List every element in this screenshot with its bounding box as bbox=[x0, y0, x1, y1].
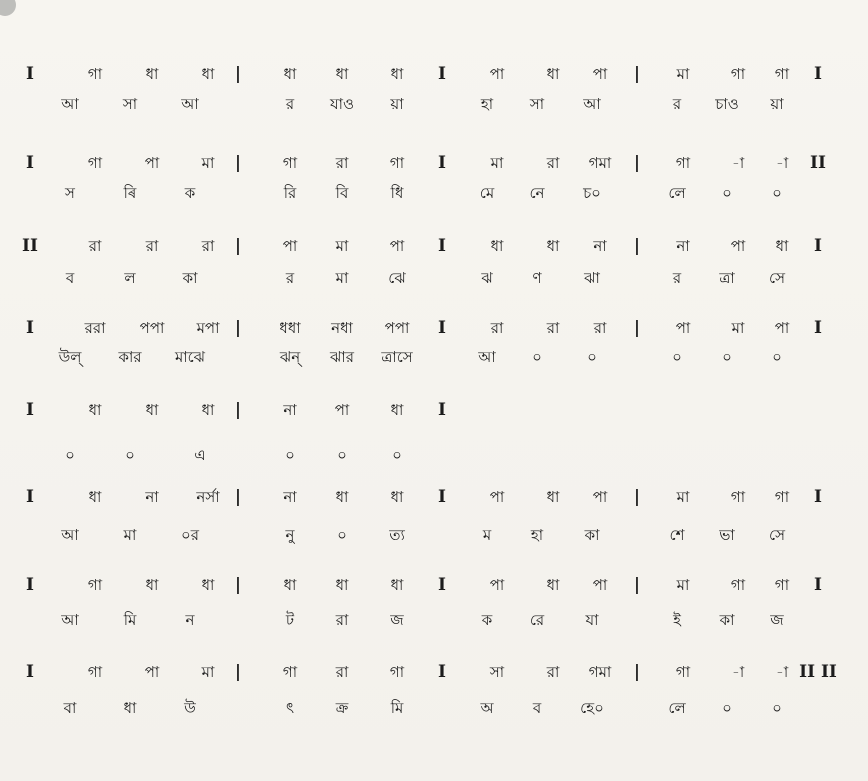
swara-note: গা bbox=[282, 663, 298, 681]
lyric-syllable: হা bbox=[480, 95, 494, 113]
swara-line bbox=[0, 150, 868, 176]
lyric-syllable: ০ bbox=[392, 446, 402, 464]
bar-line-marker: I bbox=[438, 662, 446, 682]
lyric-syllable: ০ bbox=[337, 446, 347, 464]
lyric-syllable: ধা bbox=[123, 699, 137, 717]
swara-line bbox=[0, 315, 868, 341]
lyric-syllable: রা bbox=[335, 611, 349, 629]
lyric-syllable: মাঝে bbox=[174, 348, 206, 366]
lyric-syllable: আ bbox=[61, 95, 79, 113]
lyric-line bbox=[0, 91, 868, 117]
swara-note: -া bbox=[775, 154, 789, 172]
swara-note: গা bbox=[730, 65, 746, 83]
lyric-syllable: আ bbox=[583, 95, 601, 113]
lyric-syllable: ত্রা bbox=[719, 269, 735, 287]
lyric-syllable: য়া bbox=[390, 95, 404, 113]
swara-note: গা bbox=[774, 65, 790, 83]
lyric-syllable: সা bbox=[529, 95, 545, 113]
swara-note: পপা bbox=[384, 319, 410, 337]
swara-note: -া bbox=[775, 663, 789, 681]
lyric-syllable: যাও bbox=[329, 95, 355, 113]
lyric-syllable: ক bbox=[481, 611, 493, 629]
bar-line-marker: | bbox=[633, 575, 641, 595]
swara-note: ধা bbox=[390, 488, 404, 506]
bar-line-marker: II bbox=[810, 153, 826, 173]
lyric-syllable: আ bbox=[61, 526, 79, 544]
swara-note: রা bbox=[145, 237, 159, 255]
bar-line-marker: | bbox=[234, 487, 242, 507]
swara-note: গা bbox=[87, 576, 103, 594]
lyric-syllable: কা bbox=[182, 269, 198, 287]
lyric-syllable: ০ bbox=[722, 699, 732, 717]
lyric-syllable: ই bbox=[673, 611, 681, 629]
swara-note: ধধা bbox=[279, 319, 301, 337]
bar-line-marker: | bbox=[633, 487, 641, 507]
lyric-syllable: ণ bbox=[532, 269, 542, 287]
lyric-syllable: ০ bbox=[337, 526, 347, 544]
swara-note: গা bbox=[675, 154, 691, 172]
swara-note: ধা bbox=[490, 237, 504, 255]
lyric-syllable: শে bbox=[669, 526, 685, 544]
bar-line-marker: I bbox=[438, 64, 446, 84]
lyric-syllable: বি bbox=[335, 184, 349, 202]
swara-note: ধা bbox=[283, 65, 297, 83]
lyric-syllable: ০ bbox=[722, 348, 732, 366]
swara-note: গা bbox=[282, 154, 298, 172]
lyric-syllable: ট bbox=[285, 611, 295, 629]
lyric-syllable: রি bbox=[283, 184, 297, 202]
swara-note: মা bbox=[201, 663, 215, 681]
lyric-syllable: ঝন্ bbox=[279, 348, 301, 366]
swara-note: রা bbox=[335, 663, 349, 681]
swara-note: মা bbox=[676, 576, 690, 594]
lyric-line bbox=[0, 265, 868, 291]
swara-note: ধা bbox=[390, 576, 404, 594]
bar-line-marker: I bbox=[26, 318, 34, 338]
lyric-syllable: ০ bbox=[65, 446, 75, 464]
lyric-syllable: মে bbox=[479, 184, 495, 202]
lyric-syllable: হে০ bbox=[580, 699, 604, 717]
bar-line-marker: I bbox=[814, 236, 822, 256]
swara-note: -া bbox=[731, 663, 745, 681]
swara-note: পা bbox=[489, 65, 505, 83]
swara-note: নধা bbox=[331, 319, 353, 337]
lyric-syllable: অ bbox=[480, 699, 494, 717]
lyric-syllable: ৎ bbox=[285, 699, 295, 717]
bar-line-marker: | bbox=[633, 662, 641, 682]
bar-line-marker: I bbox=[438, 575, 446, 595]
lyric-syllable: ০ bbox=[772, 699, 782, 717]
bar-line-marker: | bbox=[633, 236, 641, 256]
lyric-syllable: ব bbox=[65, 269, 75, 287]
swara-note: রা bbox=[593, 319, 607, 337]
lyric-syllable: য়া bbox=[770, 95, 784, 113]
lyric-syllable: সে bbox=[769, 526, 785, 544]
lyric-syllable: কার bbox=[118, 348, 142, 366]
swara-note: মা bbox=[490, 154, 504, 172]
lyric-syllable: র bbox=[285, 95, 295, 113]
lyric-syllable: জ bbox=[770, 611, 784, 629]
bar-line-marker: I bbox=[814, 318, 822, 338]
lyric-syllable: ধি bbox=[390, 184, 404, 202]
swara-note: না bbox=[145, 488, 159, 506]
lyric-syllable: র bbox=[672, 95, 682, 113]
swara-note: নর্সা bbox=[196, 488, 220, 506]
lyric-syllable: ৰি bbox=[123, 184, 137, 202]
swara-note: পা bbox=[774, 319, 790, 337]
swara-note: পা bbox=[592, 65, 608, 83]
lyric-line bbox=[0, 695, 868, 721]
swara-note: গা bbox=[730, 576, 746, 594]
swara-note: ধা bbox=[335, 488, 349, 506]
lyric-syllable: ০ bbox=[672, 348, 682, 366]
swara-note: পা bbox=[334, 401, 350, 419]
swara-note: রা bbox=[88, 237, 102, 255]
swara-note: ধা bbox=[88, 488, 102, 506]
swara-line bbox=[0, 233, 868, 259]
swara-note: পা bbox=[144, 154, 160, 172]
swara-line bbox=[0, 659, 868, 685]
bar-line-marker: | bbox=[633, 64, 641, 84]
bar-line-marker: | bbox=[633, 153, 641, 173]
swara-note: -া bbox=[731, 154, 745, 172]
swara-line bbox=[0, 397, 868, 423]
bar-line-marker: I bbox=[26, 64, 34, 84]
lyric-syllable: ক bbox=[184, 184, 196, 202]
lyric-syllable: মি bbox=[390, 699, 404, 717]
swara-note: ধা bbox=[546, 488, 560, 506]
lyric-syllable: এ bbox=[194, 446, 206, 464]
lyric-syllable: ০ bbox=[532, 348, 542, 366]
lyric-syllable: আ bbox=[181, 95, 199, 113]
lyric-syllable: ঝা bbox=[584, 269, 600, 287]
swara-note: মা bbox=[201, 154, 215, 172]
swara-line bbox=[0, 572, 868, 598]
lyric-syllable: নু bbox=[285, 526, 295, 544]
lyric-syllable: ঝ bbox=[481, 269, 493, 287]
swara-note: পা bbox=[592, 488, 608, 506]
swara-note: ধা bbox=[145, 576, 159, 594]
lyric-line bbox=[0, 344, 868, 370]
swara-note: না bbox=[283, 401, 297, 419]
swara-note: গমা bbox=[588, 154, 612, 172]
lyric-syllable: লে bbox=[668, 699, 686, 717]
lyric-line bbox=[0, 180, 868, 206]
swara-note: পা bbox=[489, 488, 505, 506]
bar-line-marker: | bbox=[234, 236, 242, 256]
bar-line-marker: I bbox=[26, 400, 34, 420]
bar-line-marker: I bbox=[438, 400, 446, 420]
lyric-line bbox=[0, 442, 868, 468]
swara-note: রা bbox=[335, 154, 349, 172]
lyric-syllable: ক্র bbox=[335, 699, 349, 717]
lyric-syllable: মা bbox=[123, 526, 137, 544]
swara-note: মা bbox=[676, 488, 690, 506]
bar-line-marker: I bbox=[26, 662, 34, 682]
lyric-syllable: ঝে bbox=[388, 269, 406, 287]
lyric-syllable: ব bbox=[532, 699, 542, 717]
lyric-syllable: কা bbox=[719, 611, 735, 629]
bar-line-marker: | bbox=[234, 318, 242, 338]
lyric-line bbox=[0, 522, 868, 548]
swara-note: ধা bbox=[88, 401, 102, 419]
swara-note: পপা bbox=[139, 319, 165, 337]
swara-note: ধা bbox=[390, 401, 404, 419]
swara-note: রা bbox=[490, 319, 504, 337]
bar-line-marker: I bbox=[26, 575, 34, 595]
swara-note: গা bbox=[675, 663, 691, 681]
lyric-syllable: লে bbox=[668, 184, 686, 202]
swara-note: না bbox=[676, 237, 690, 255]
lyric-syllable: মা bbox=[335, 269, 349, 287]
lyric-syllable: ০র bbox=[180, 526, 200, 544]
lyric-syllable: হা bbox=[530, 526, 544, 544]
swara-note: গা bbox=[730, 488, 746, 506]
swara-note: গা bbox=[389, 154, 405, 172]
bar-line-marker: II II bbox=[799, 662, 837, 682]
swara-note: ধা bbox=[775, 237, 789, 255]
bar-line-marker: | bbox=[234, 153, 242, 173]
bar-line-marker: | bbox=[234, 64, 242, 84]
lyric-syllable: র bbox=[672, 269, 682, 287]
lyric-syllable: ন bbox=[185, 611, 195, 629]
swara-note: রা bbox=[546, 154, 560, 172]
lyric-syllable: ০ bbox=[125, 446, 135, 464]
lyric-syllable: ভা bbox=[719, 526, 735, 544]
lyric-syllable: বা bbox=[63, 699, 77, 717]
swara-note: মা bbox=[676, 65, 690, 83]
bar-line-marker: I bbox=[438, 153, 446, 173]
lyric-syllable: ০ bbox=[587, 348, 597, 366]
swara-note: রা bbox=[546, 663, 560, 681]
bar-line-marker: II bbox=[22, 236, 38, 256]
bar-line-marker: | bbox=[234, 662, 242, 682]
bar-line-marker: | bbox=[633, 318, 641, 338]
lyric-syllable: জ bbox=[390, 611, 404, 629]
lyric-syllable: নে bbox=[529, 184, 545, 202]
swara-note: গা bbox=[774, 488, 790, 506]
bar-line-marker: I bbox=[814, 575, 822, 595]
lyric-syllable: স bbox=[65, 184, 75, 202]
swara-note: ধা bbox=[201, 65, 215, 83]
lyric-syllable: ঝার bbox=[330, 348, 354, 366]
lyric-syllable: যা bbox=[585, 611, 599, 629]
swara-note: ররা bbox=[84, 319, 106, 337]
swara-note: গা bbox=[87, 65, 103, 83]
lyric-syllable: ম bbox=[482, 526, 492, 544]
swara-note: মপা bbox=[196, 319, 220, 337]
swara-note: ধা bbox=[335, 576, 349, 594]
swara-note: পা bbox=[489, 576, 505, 594]
bar-line-marker: | bbox=[234, 575, 242, 595]
swara-note: ধা bbox=[201, 576, 215, 594]
bar-line-marker: I bbox=[438, 236, 446, 256]
swara-note: পা bbox=[389, 237, 405, 255]
swara-note: ধা bbox=[546, 576, 560, 594]
lyric-syllable: ল bbox=[124, 269, 136, 287]
swara-line bbox=[0, 484, 868, 510]
swara-note: গমা bbox=[588, 663, 612, 681]
swara-note: ধা bbox=[546, 237, 560, 255]
lyric-syllable: রে bbox=[529, 611, 545, 629]
bar-line-marker: I bbox=[26, 153, 34, 173]
bar-line-marker: I bbox=[26, 487, 34, 507]
swara-note: ধা bbox=[145, 401, 159, 419]
lyric-syllable: ০ bbox=[772, 348, 782, 366]
swara-note: ধা bbox=[546, 65, 560, 83]
swara-note: পা bbox=[282, 237, 298, 255]
lyric-syllable: মি bbox=[123, 611, 137, 629]
lyric-syllable: উল্ bbox=[58, 348, 82, 366]
lyric-syllable: ত্য bbox=[389, 526, 405, 544]
swara-note: না bbox=[283, 488, 297, 506]
lyric-syllable: ০ bbox=[285, 446, 295, 464]
swara-note: পা bbox=[592, 576, 608, 594]
swara-note: পা bbox=[675, 319, 691, 337]
swara-note: গা bbox=[87, 663, 103, 681]
lyric-syllable: সে bbox=[769, 269, 785, 287]
page-corner-shadow bbox=[0, 0, 16, 16]
swara-note: ধা bbox=[145, 65, 159, 83]
swara-note: পা bbox=[144, 663, 160, 681]
swara-note: সা bbox=[489, 663, 505, 681]
swara-note: গা bbox=[389, 663, 405, 681]
bar-line-marker: | bbox=[234, 400, 242, 420]
swara-note: গা bbox=[87, 154, 103, 172]
lyric-syllable: চ০ bbox=[583, 184, 601, 202]
lyric-syllable: সা bbox=[122, 95, 138, 113]
bar-line-marker: I bbox=[814, 64, 822, 84]
lyric-line bbox=[0, 607, 868, 633]
swara-note: গা bbox=[774, 576, 790, 594]
swara-note: পা bbox=[730, 237, 746, 255]
swara-note: ধা bbox=[283, 576, 297, 594]
lyric-syllable: আ bbox=[478, 348, 496, 366]
bar-line-marker: I bbox=[814, 487, 822, 507]
lyric-syllable: র bbox=[285, 269, 295, 287]
bar-line-marker: I bbox=[438, 318, 446, 338]
lyric-syllable: আ bbox=[61, 611, 79, 629]
bar-line-marker: I bbox=[438, 487, 446, 507]
lyric-syllable: উ bbox=[184, 699, 196, 717]
swara-note: ধা bbox=[201, 401, 215, 419]
swara-note: ধা bbox=[390, 65, 404, 83]
lyric-syllable: ০ bbox=[772, 184, 782, 202]
lyric-syllable: ত্রাসে bbox=[381, 348, 413, 366]
lyric-syllable: কা bbox=[584, 526, 600, 544]
lyric-syllable: ০ bbox=[722, 184, 732, 202]
swara-note: রা bbox=[546, 319, 560, 337]
swara-note: রা bbox=[201, 237, 215, 255]
lyric-syllable: চাও bbox=[715, 95, 739, 113]
swara-note: মা bbox=[335, 237, 349, 255]
swara-note: মা bbox=[731, 319, 745, 337]
swara-note: না bbox=[593, 237, 607, 255]
swara-note: ধা bbox=[335, 65, 349, 83]
swara-line bbox=[0, 61, 868, 87]
